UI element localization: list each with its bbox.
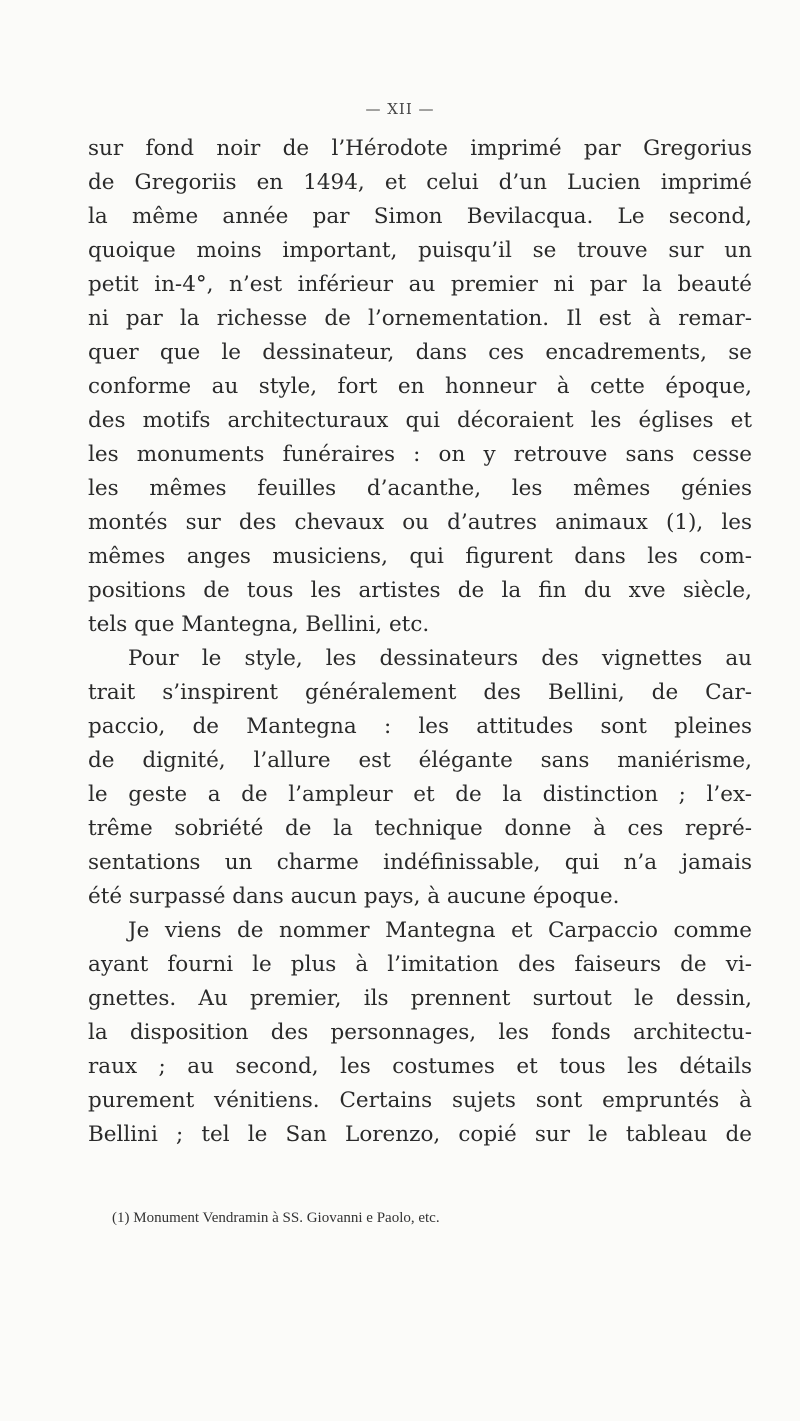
- footnote: (1) Monument Vendramin à SS. Giovanni e Paolo, etc.: [112, 1210, 440, 1226]
- text-line: sur fond noir de l’Hérodote imprimé par Gregorius: [88, 136, 752, 161]
- text-line: Je viens de nommer Mantegna et Carpaccio comme: [128, 918, 752, 943]
- text-line: la disposition des personnages, les fonds architectu-: [88, 1020, 752, 1045]
- text-line: les monuments funéraires : on y retrouve sans cesse: [88, 442, 752, 467]
- text-line: gnettes. Au premier, ils prennent surtout le dessin,: [88, 986, 752, 1011]
- text-line: quoique moins important, puisqu’il se trouve sur un: [88, 238, 752, 263]
- text-line: tels que Mantegna, Bellini, etc.: [88, 612, 430, 637]
- text-line: sentations un charme indéfinissable, qui n’a jamais: [88, 850, 752, 875]
- text-line: conforme au style, fort en honneur à cette époque,: [88, 374, 752, 399]
- text-line: les mêmes feuilles d’acanthe, les mêmes génies: [88, 476, 752, 501]
- text-line: de dignité, l’allure est élégante sans maniérisme,: [88, 748, 752, 773]
- text-line: trait s’inspirent généralement des Bellini, de Car-: [88, 680, 752, 705]
- text-line: paccio, de Mantegna : les attitudes sont pleines: [88, 714, 752, 739]
- text-line: quer que le dessinateur, dans ces encadrements, se: [88, 340, 752, 365]
- text-line: positions de tous les artistes de la fin du xve siècle,: [88, 578, 752, 603]
- text-line: de Gregoriis en 1494, et celui d’un Lucien imprimé: [88, 170, 752, 195]
- text-line: été surpassé dans aucun pays, à aucune époque.: [88, 884, 620, 909]
- text-line: le geste a de l’ampleur et de la distinction ; l’ex-: [88, 782, 752, 807]
- text-line: montés sur des chevaux ou d’autres animaux (1), les: [88, 510, 752, 535]
- text-line: mêmes anges musiciens, qui figurent dans les com-: [88, 544, 752, 569]
- text-line: petit in-4°, n’est inférieur au premier ni par la beauté: [88, 272, 752, 297]
- text-line: purement vénitiens. Certains sujets sont empruntés à: [88, 1088, 752, 1113]
- text-line: trême sobriété de la technique donne à ces repré-: [88, 816, 752, 841]
- text-line: Bellini ; tel le San Lorenzo, copié sur le tableau de: [88, 1122, 752, 1147]
- body-text: [88, 132, 752, 1152]
- page-number-header: — XII —: [365, 100, 435, 118]
- text-line: ayant fourni le plus à l’imitation des faiseurs de vi-: [88, 952, 752, 977]
- text-line: raux ; au second, les costumes et tous les détails: [88, 1054, 752, 1079]
- text-line: ni par la richesse de l’ornementation. Il est à remar-: [88, 306, 752, 331]
- text-line: la même année par Simon Bevilacqua. Le second,: [88, 204, 752, 229]
- text-line: Pour le style, les dessinateurs des vignettes au: [128, 646, 752, 671]
- text-line: des motifs architecturaux qui décoraient les églises et: [88, 408, 752, 433]
